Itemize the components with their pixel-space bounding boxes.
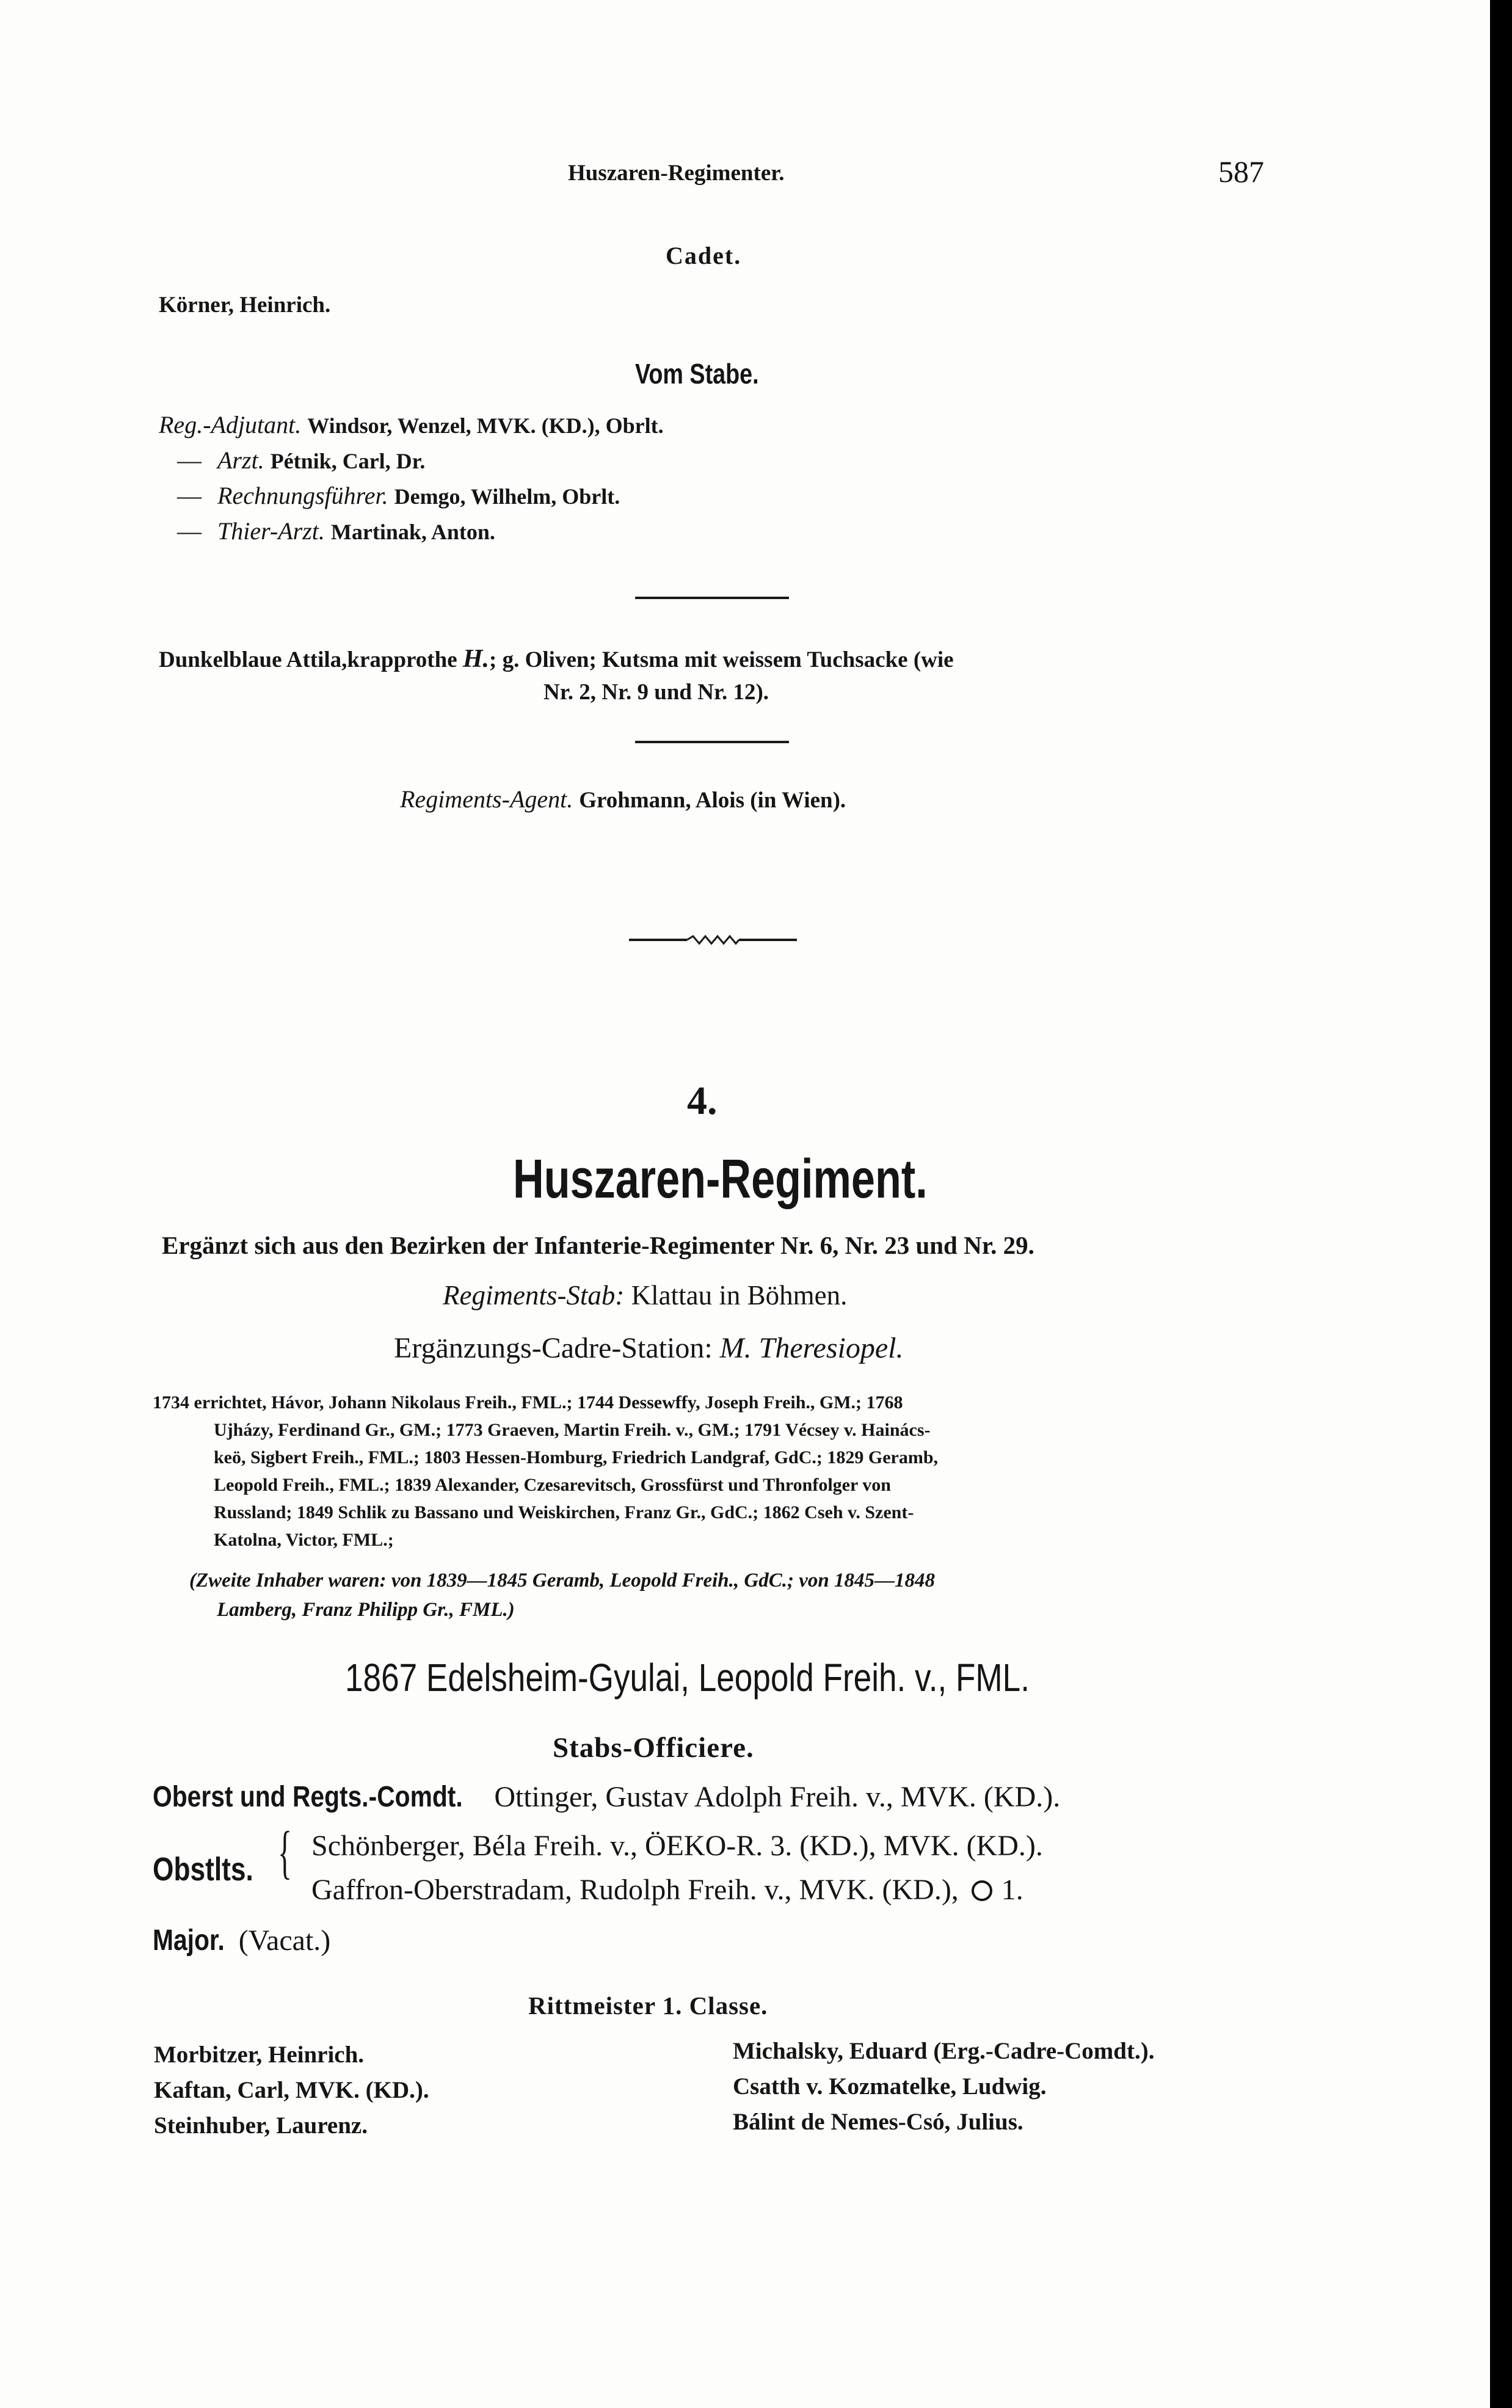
stab-row-4 (177, 517, 495, 545)
obstlt-line (311, 1873, 1023, 1907)
uniform-h: H. (462, 645, 490, 673)
stab-text: Martinak, Anton. (330, 520, 495, 544)
former-line: Lamberg, Franz Philipp Gr., FML.) (217, 1599, 515, 1621)
stab-role: Rechnungsführer. (217, 482, 388, 509)
stab-text: Demgo, Wilhelm, Obrlt. (394, 484, 620, 509)
major-text: (Vacat.) (238, 1924, 331, 1957)
rittmeister-left: Steinhuber, Laurenz. (154, 2112, 368, 2139)
stab-role: Reg.-Adjutant. (159, 411, 302, 438)
cadre-station (394, 1331, 904, 1365)
agent-text: Grohmann, Alois (in Wien). (579, 788, 846, 813)
oberst-label: Oberst und Regts.-Comdt. (153, 1781, 463, 1813)
stabs-officiere-heading: Stabs-Officiere. (553, 1732, 754, 1764)
cadet-name: Körner, Heinrich. (159, 293, 331, 318)
regiments-stab (443, 1279, 847, 1311)
dash: — (177, 482, 202, 509)
inhaber-line: 1867 Edelsheim-Gyulai, Leopold Freih. v., FML. (345, 1656, 1030, 1700)
stab-text: Windsor, Wenzel, MVK. (KD.), Obrlt. (307, 413, 664, 438)
major-row (153, 1924, 330, 1957)
history-line: Leopold Freih., FML.; 1839 Alexander, Czesarevitsch, Grossfürst und Thronfolger von (214, 1475, 891, 1495)
stab-label: Regiments-Stab: (443, 1280, 625, 1311)
stab-row-1 (159, 410, 664, 439)
stab-place: Klattau in Böhmen. (631, 1280, 848, 1311)
obstlt-line: Schönberger, Béla Freih. v., ÖEKO-R. 3. (KD.), MVK. (KD.). (311, 1830, 1043, 1862)
brace-icon: { (278, 1819, 293, 1885)
obstlt-decoration: 1. (1001, 1874, 1023, 1906)
history-line: keö, Sigbert Freih., FML.; 1803 Hessen-Homburg, Friedrich Landgraf, GdC.; 1829 Geramb, (214, 1447, 939, 1468)
page-number: 587 (1218, 155, 1264, 189)
oberst-text: Ottinger, Gustav Adolph Freih. v., MVK. (KD.). (494, 1781, 1061, 1813)
former-line: (Zweite Inhaber waren: von 1839—1845 Geramb, Leopold Freih., GdC.; von 1845—1848 (189, 1570, 935, 1591)
stab-role: Thier-Arzt. (217, 517, 325, 545)
regiment-title: Huszaren-Regiment. (513, 1149, 928, 1210)
regiment-number: 4. (687, 1079, 718, 1123)
stab-row-3 (177, 481, 620, 510)
rittmeister-right: Bálint de Nemes-Csó, Julius. (733, 2109, 1023, 2135)
uniform-text: ; g. Oliven; Kutsma mit weissem Tuchsacke (wie (489, 647, 954, 672)
rittmeister-right: Michalsky, Eduard (Erg.-Cadre-Comdt.). (733, 2038, 1155, 2064)
history-line: Russland; 1849 Schlik zu Bassano und Weiskirchen, Franz Gr., GdC.; 1862 Cseh v. Szent- (214, 1502, 914, 1522)
section-rule (635, 597, 789, 599)
rittmeister-left: Kaftan, Carl, MVK. (KD.). (154, 2077, 429, 2103)
uniform-line-1 (159, 644, 954, 674)
history-line: 1734 errichtet, Hávor, Johann Nikolaus Freih., FML.; 1744 Dessewffy, Joseph Freih., GM.; 1768 (153, 1392, 903, 1413)
rittmeister-right: Csatth v. Kozmatelke, Ludwig. (733, 2073, 1047, 2100)
stab-row-2 (177, 446, 425, 475)
dash: — (177, 517, 202, 545)
major-label: Major. (153, 1924, 225, 1957)
circle-decoration-icon (970, 1879, 994, 1903)
ornamental-divider (629, 931, 797, 946)
dash: — (177, 446, 202, 474)
history-line: Ujházy, Ferdinand Gr., GM.; 1773 Graeven, Martin Freih. v., GM.; 1791 Vécsey v. Hainács- (214, 1420, 931, 1440)
section-rule (635, 741, 789, 743)
oberst-row (153, 1780, 1060, 1814)
rittmeister-heading: Rittmeister 1. Classe. (528, 1992, 768, 2020)
agent-label: Regiments-Agent. (400, 785, 573, 813)
stab-heading: Vom Stabe. (635, 358, 759, 390)
obstlts-label: Obstlts. (153, 1851, 253, 1888)
cadre-label: Ergänzungs-Cadre-Station: (394, 1332, 713, 1364)
history-line: Katolna, Victor, FML.; (214, 1530, 394, 1550)
erganzt-line: Ergänzt sich aus den Bezirken der Infanterie-Regimenter Nr. 6, Nr. 23 und Nr. 29. (162, 1231, 1034, 1259)
regiments-agent (400, 785, 846, 813)
stab-role: Arzt. (217, 446, 264, 474)
running-title: Huszaren-Regimenter. (568, 161, 785, 186)
stab-text: Pétnik, Carl, Dr. (270, 449, 426, 473)
uniform-line-2: Nr. 2, Nr. 9 und Nr. 12). (543, 680, 769, 705)
uniform-text: Dunkelblaue Attila,krapprothe (159, 647, 457, 672)
obstlt-text: Gaffron-Oberstradam, Rudolph Freih. v., MVK. (KD.), (311, 1874, 959, 1906)
rittmeister-left: Morbitzer, Heinrich. (154, 2042, 365, 2068)
cadre-place: M. Theresiopel. (719, 1332, 904, 1364)
cadet-heading: Cadet. (666, 242, 742, 269)
